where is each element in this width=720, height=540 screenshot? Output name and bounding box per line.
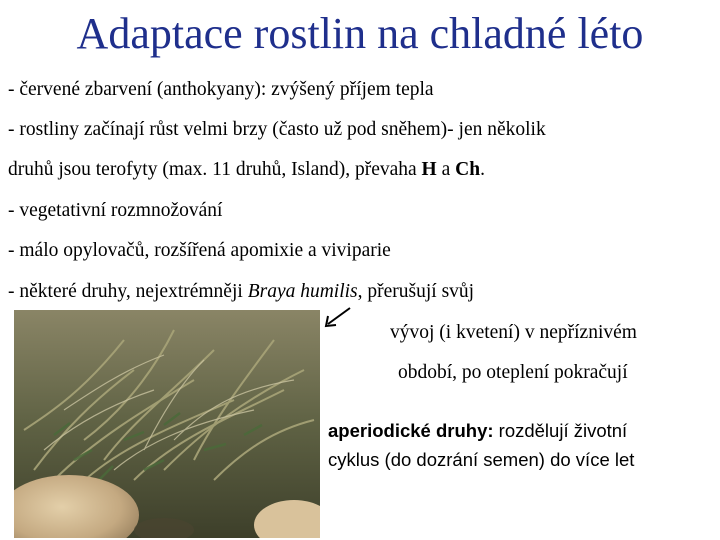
bullet-anthocyanins: - červené zbarvení (anthokyany): zvýšený příjem tepla [8,79,434,100]
aperiodic-term: aperiodické druhy: [328,420,494,441]
text-segment: , přerušují svůj [357,281,475,302]
life-form-ch: Ch [455,159,481,180]
aperiodic-text: rozdělují životní [493,420,628,441]
bullet-pollinators: - málo opylovačů, rozšířená apomixie a viviparie [8,240,391,261]
bullet-early-growth: - rostliny začínají růst velmi brzy (často už pod sněhem)- jen několik [8,119,546,140]
bullet-braya [8,282,474,302]
life-form-h: H [421,159,437,180]
text-segment: a [436,159,456,180]
slide-title: Adaptace rostlin na chladné léto [76,9,644,58]
plant-photo [14,310,320,538]
bullet-early-growth-continued [8,160,485,180]
arrow-icon [322,306,352,330]
text-segment: . [480,159,485,180]
text-segment: - některé druhy, nejextrémněji [8,281,248,302]
bullet-vegetative: - vegetativní rozmnožování [8,200,223,221]
text-segment: druhů jsou terofyty (max. 11 druhů, Island), převaha [8,159,422,180]
bullet-braya-line2: vývoj (i kvetení) v nepříznivém [390,322,637,343]
aperiodic-line1 [328,422,627,441]
species-name: Braya humilis [247,281,358,302]
bullet-braya-line3: období, po oteplení pokračují [398,362,628,383]
aperiodic-line2: cyklus (do dozrání semen) do více let [328,449,635,470]
